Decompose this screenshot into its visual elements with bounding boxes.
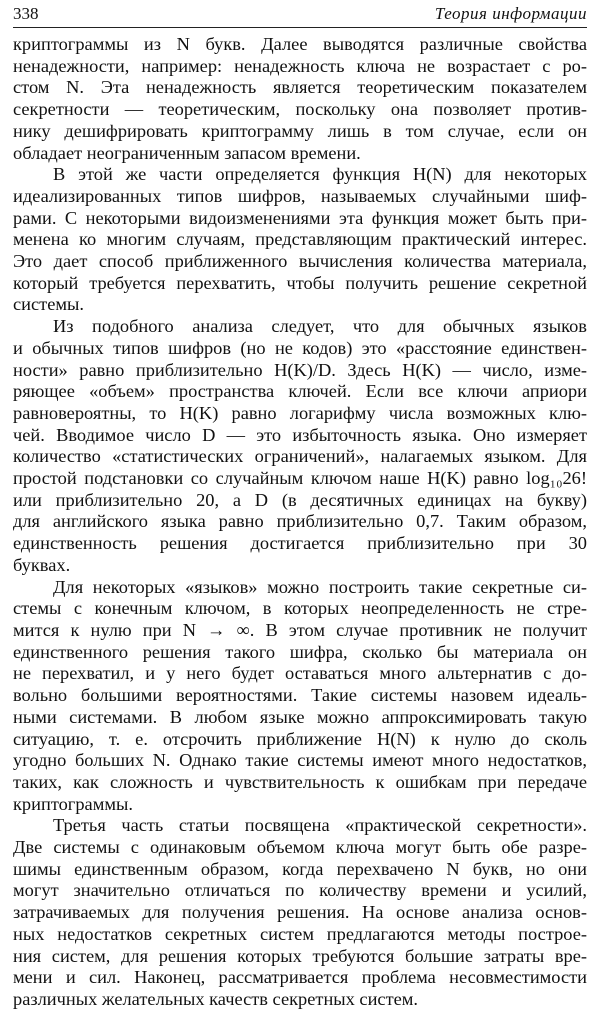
- text-line: единственность решения достигается приблизительно при 30: [13, 533, 587, 554]
- text-line: криптограммы из N букв. Далее выводятся различные свойства: [13, 34, 587, 54]
- text-line: затрачиваемых для получения решения. На основе анализа основ-: [13, 902, 587, 923]
- paragraph-1: [13, 34, 587, 164]
- text-line: ными системами. В любом языке можно аппроксимировать такую: [13, 706, 587, 727]
- text-line: ненадежности, например: ненадежность ключа не возрастает с ро-: [13, 55, 587, 76]
- text-line: мени и сил. Наконец, рассматривается проблема несовместимости: [13, 967, 587, 988]
- text-line: рами. С некоторыми видоизменениями эта функция может быть при-: [13, 207, 587, 228]
- text-line: простой подстановки со случайным ключом наше H(K) равно log₁₀26!: [13, 468, 587, 489]
- text-line: не перехватил, и у него будет оставаться много альтернатив с до-: [13, 663, 587, 684]
- text-line: который требуется перехватить, чтобы получить решение секретной: [13, 272, 587, 293]
- text-line: ных недостатков секретных систем предлагаются методы построе-: [13, 923, 587, 944]
- text-line: обладает неограниченным запасом времени.: [13, 142, 361, 163]
- text-line: Это дает способ приближенного вычисления количества материала,: [13, 251, 587, 272]
- text-line: единственного решения такого шифра, сколько бы материала он: [13, 641, 587, 662]
- text-line: могут значительно отличаться по количеству времени и усилий,: [13, 880, 587, 901]
- text-line: Из подобного анализа следует, что для обычных языков: [53, 316, 587, 337]
- text-line: секретности — теоретическим, поскольку она позволяет против-: [13, 99, 587, 120]
- text-line: угодно больших N. Однако такие системы имеют много недостатков,: [13, 750, 587, 771]
- page-header: [13, 3, 587, 28]
- text-line: буквах.: [13, 554, 71, 575]
- page-number: 338: [13, 4, 39, 23]
- text-line: Третья часть статьи посвящена «практической секретности».: [53, 815, 587, 836]
- text-line: стемы с конечным ключом, в которых неопределенность не стре-: [13, 598, 587, 619]
- text-line: Для некоторых «языков» можно построить такие секретные си-: [53, 576, 587, 597]
- text-line: ситуацию, т. е. отсрочить приближение H(N) к нулю до сколь: [13, 728, 587, 749]
- text-line: различных желательных качеств секретных систем.: [13, 988, 419, 1009]
- text-line: В этой же части определяется функция H(N) для некоторых: [53, 164, 587, 185]
- text-line: чей. Вводимое число D — это избыточность языка. Оно измеряет: [13, 424, 587, 445]
- paragraph-4: [13, 577, 587, 816]
- text-line: количество «статистических ограничений», налагаемых языком. Для: [13, 446, 587, 467]
- text-line: таких, как сложность и чувствительность к ошибкам при передаче: [13, 771, 587, 792]
- text-line: системы.: [13, 294, 84, 315]
- text-line: стом N. Эта ненадежность является теоретическим показателем: [13, 77, 587, 98]
- text-line: криптограммы.: [13, 793, 133, 814]
- text-line: равновероятны, то H(K) равно логарифму числа возможных клю-: [13, 402, 587, 423]
- paragraph-5: [13, 815, 587, 1010]
- text-line: ности» равно приблизительно H(K)/D. Здесь H(K) — число, изме-: [13, 359, 587, 380]
- text-line: ряющее «объем» пространства ключей. Если все ключи априори: [13, 381, 587, 402]
- text-line: мится к нулю при N → ∞. В этом случае противник не получит: [13, 619, 587, 640]
- body-text: [13, 34, 587, 1011]
- text-line: для английского языка равно приблизительно 0,7. Таким образом,: [13, 511, 587, 532]
- text-line: ния систем, для решения которых требуются большие затраты вре-: [13, 945, 587, 966]
- paragraph-3: [13, 316, 587, 576]
- text-line: и обычных типов шифров (но не кодов) это «расстояние единствен-: [13, 337, 587, 358]
- text-line: Две системы с одинаковым объемом ключа могут быть обе разре-: [13, 837, 587, 858]
- paragraph-2: [13, 164, 587, 316]
- text-line: шимы единственным образом, когда перехвачено N букв, но они: [13, 858, 587, 879]
- text-line: или приблизительно 20, а D (в десятичных единицах на букву): [13, 489, 587, 510]
- text-line: идеализированных типов шифров, называемых случайными шиф-: [13, 185, 587, 206]
- text-line: вольно большими вероятностями. Такие системы назовем идеаль-: [13, 685, 587, 706]
- text-line: нику дешифрировать криптограмму лишь в том случае, если он: [13, 120, 587, 141]
- running-title: Теория информации: [434, 4, 587, 23]
- text-line: менена ко многим случаям, представляющим практический интерес.: [13, 229, 587, 250]
